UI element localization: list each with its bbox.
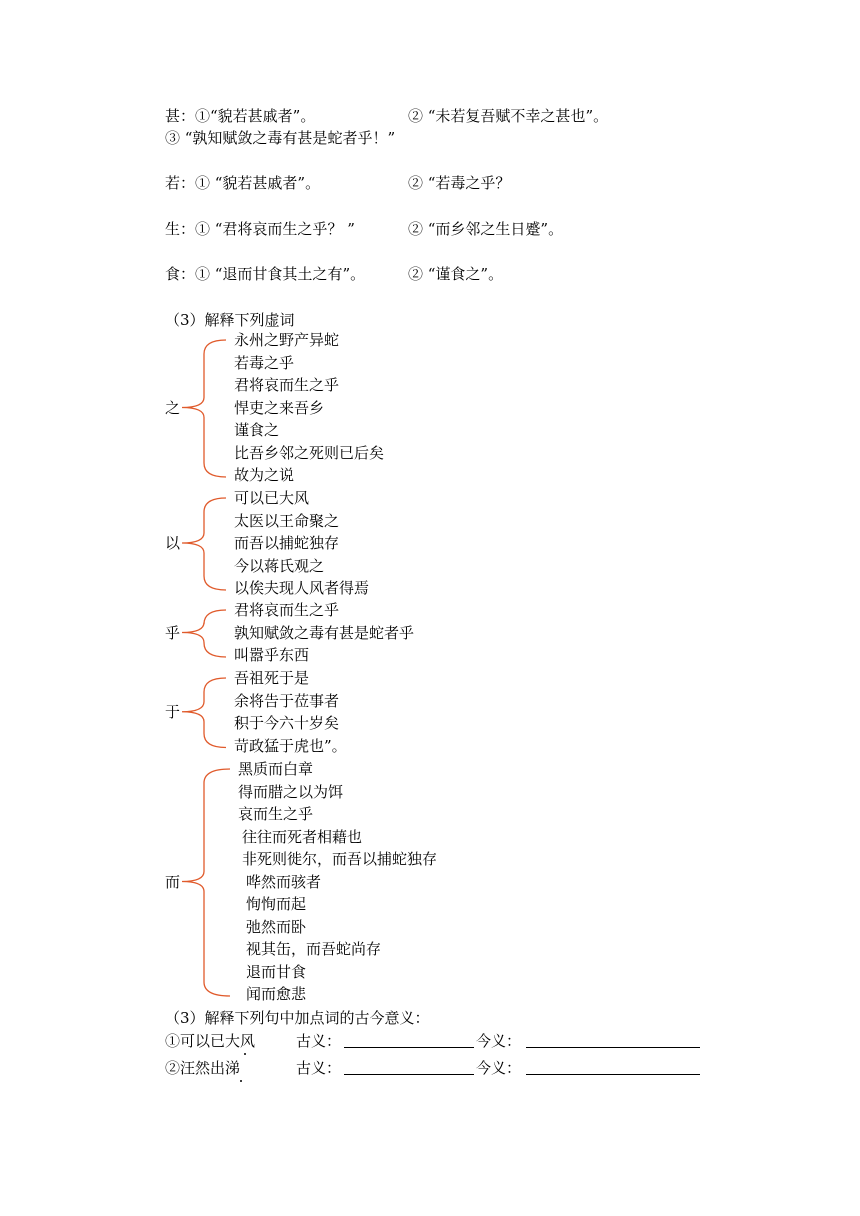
xuci-item: 弛然而卧 xyxy=(246,917,307,936)
ancient-blank-2[interactable] xyxy=(344,1073,474,1075)
xuci-item: 若毒之乎 xyxy=(234,353,295,372)
xuci-item: 闻而愈悲 xyxy=(246,985,307,1003)
emphasis-dot-2 xyxy=(240,1080,242,1082)
shi-line-1: 食：① “退而甘食其土之有”。 xyxy=(165,265,366,283)
brace-2 xyxy=(182,610,226,657)
xuci-item: 往往而死者相藉也 xyxy=(242,827,363,846)
xuci-item: 积于今六十岁矣 xyxy=(234,714,340,732)
ruo-line-1: 若：① “貌若甚戚者”。 xyxy=(165,174,321,192)
shen-line-2: ② “未若复吾赋不幸之甚也”。 xyxy=(408,107,609,125)
xuci-item: 君将哀而生之乎 xyxy=(234,601,340,619)
xuci-item: 退而甘食 xyxy=(246,962,307,981)
modern-label-2: 今义： xyxy=(476,1059,522,1077)
emphasis-dot-1 xyxy=(244,1053,246,1055)
ancient-label-1: 古义： xyxy=(296,1032,342,1050)
xuci-char-3: 于 xyxy=(165,702,181,721)
sheng-line-1: 生：① “君将哀而生之乎？ ” xyxy=(165,220,355,238)
xuci-item: 非死则徙尔，而吾以捕蛇独存 xyxy=(242,850,438,868)
brace-4 xyxy=(182,769,230,996)
xuci-item: 谨食之 xyxy=(234,421,280,439)
ancient-blank-1[interactable] xyxy=(344,1046,474,1048)
shen-line-3: ③ “孰知赋敛之毒有甚是蛇者乎！” xyxy=(165,129,396,147)
xuci-item: 故为之说 xyxy=(234,466,295,484)
xuci-item: 恂恂而起 xyxy=(246,895,307,913)
brace-0 xyxy=(182,340,226,477)
xuci-item: 哗然而骇者 xyxy=(246,872,322,891)
xuci-char-2: 乎 xyxy=(165,623,181,642)
xuci-item: 哀而生之乎 xyxy=(238,805,314,823)
xuci-item: 以俟夫现人风者得焉 xyxy=(234,579,370,597)
xuci-item: 余将告于莅事者 xyxy=(234,691,340,710)
gujin-sentence-2: ②汪然出涕 xyxy=(165,1059,241,1077)
xuci-item: 永州之野产异蛇 xyxy=(234,331,340,349)
xuci-item: 苛政猛于虎也”。 xyxy=(234,736,347,755)
gujin-sentence-1: ①可以已大风 xyxy=(165,1032,256,1050)
xuci-char-4: 而 xyxy=(165,872,181,891)
xuci-item: 今以蒋氏观之 xyxy=(234,556,325,575)
xuci-item: 悍吏之来吾乡 xyxy=(234,398,325,417)
ruo-line-2: ② “若毒之乎？ xyxy=(408,174,511,192)
brace-3 xyxy=(182,678,226,748)
xuci-item: 得而腊之以为饵 xyxy=(238,782,344,801)
xuci-item: 叫嚣乎东西 xyxy=(234,646,310,664)
modern-blank-2[interactable] xyxy=(526,1073,700,1075)
gujin-heading: （3）解释下列句中加点词的古今意义： xyxy=(165,1009,430,1027)
xuci-item: 视其缶，而吾蛇尚存 xyxy=(246,940,382,958)
xuci-item: 吾祖死于是 xyxy=(234,669,310,687)
xuci-item: 孰知赋敛之毒有甚是蛇者乎 xyxy=(234,623,415,642)
xuci-item: 比吾乡邻之死则已后矣 xyxy=(234,443,385,462)
shi-line-2: ② “谨食之”。 xyxy=(408,265,504,283)
xuci-char-1: 以 xyxy=(165,534,181,552)
modern-blank-1[interactable] xyxy=(526,1046,700,1048)
shen-line-1: 甚：①“貌若甚戚者”。 xyxy=(165,107,316,125)
xuci-item: 太医以王命聚之 xyxy=(234,511,340,530)
modern-label-1: 今义： xyxy=(476,1032,522,1050)
xuci-item: 君将哀而生之乎 xyxy=(234,376,340,394)
xuci-heading: （3）解释下列虚词 xyxy=(165,311,295,329)
xuci-item: 而吾以捕蛇独存 xyxy=(234,534,340,552)
xuci-item: 黑质而白章 xyxy=(238,760,314,778)
ancient-label-2: 古义： xyxy=(296,1059,342,1077)
brace-1 xyxy=(182,498,226,590)
xuci-char-0: 之 xyxy=(165,398,181,417)
sheng-line-2: ② “而乡邻之生日蹙”。 xyxy=(408,220,564,238)
xuci-item: 可以已大风 xyxy=(234,489,310,507)
